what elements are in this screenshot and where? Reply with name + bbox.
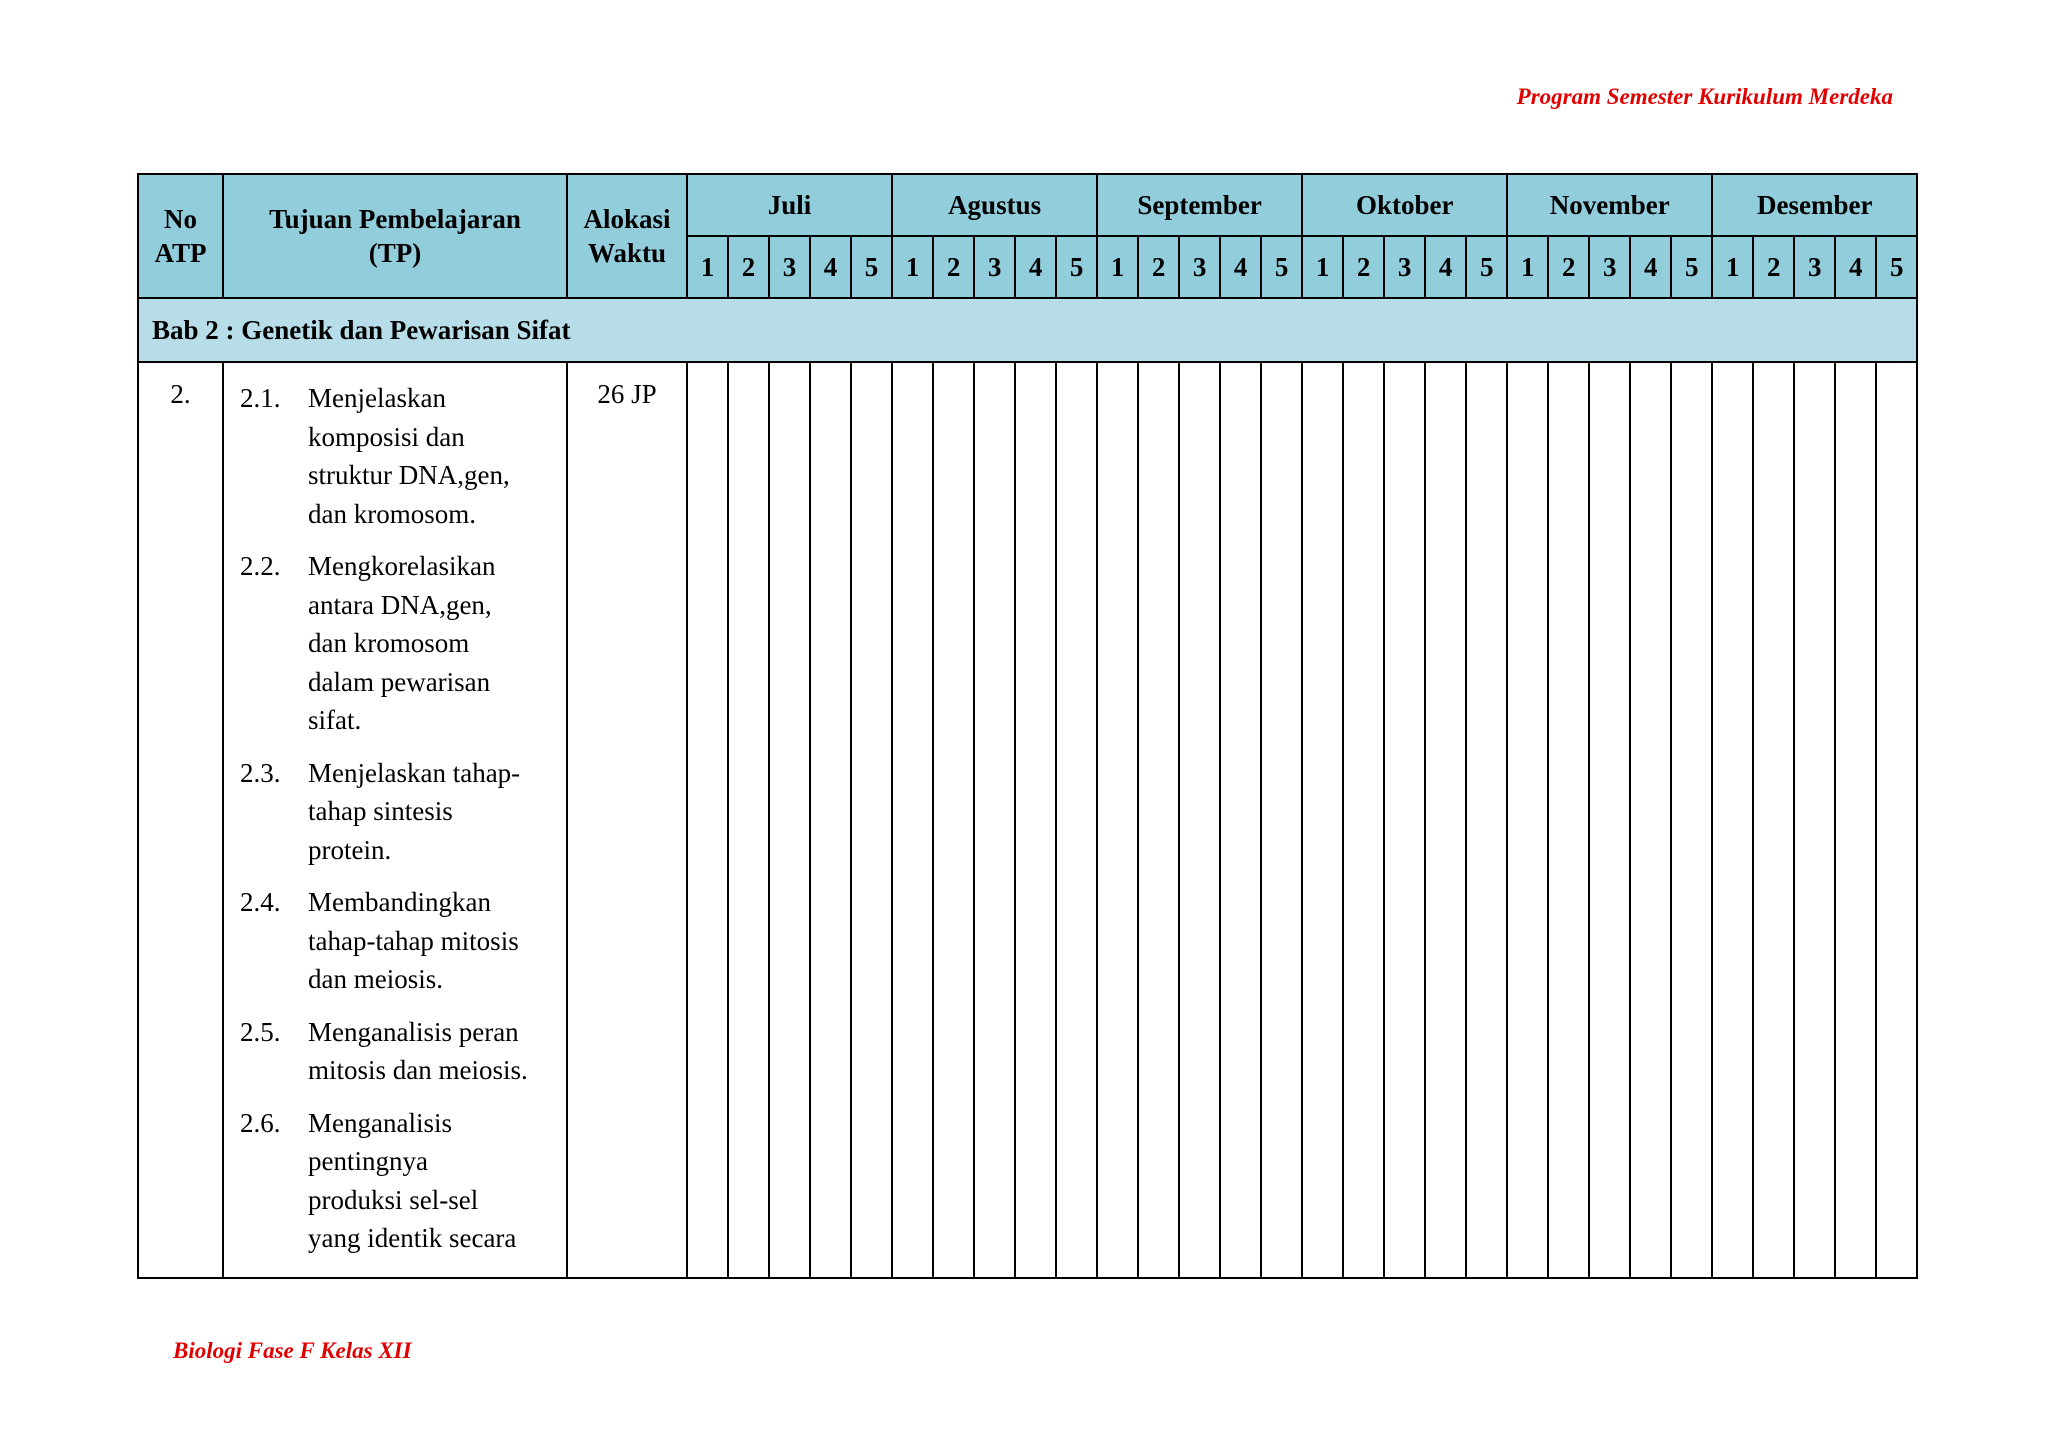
schedule-cell <box>1589 362 1630 1278</box>
tp-item-number: 2.3. <box>240 757 281 788</box>
schedule-cell <box>1712 362 1753 1278</box>
week-header: 5 <box>1466 236 1507 298</box>
tp-item <box>240 754 554 870</box>
schedule-cell <box>974 362 1015 1278</box>
month-header-juli: Juli <box>687 174 892 236</box>
week-header: 5 <box>851 236 892 298</box>
schedule-cell <box>1056 362 1097 1278</box>
tp-item <box>240 1104 554 1258</box>
week-header: 1 <box>687 236 728 298</box>
schedule-cell <box>933 362 974 1278</box>
col-header-atp: ATP <box>154 238 207 268</box>
col-header-alokasi-line2: Waktu <box>587 238 667 268</box>
schedule-cell <box>1425 362 1466 1278</box>
week-header: 4 <box>1220 236 1261 298</box>
month-header-desember: Desember <box>1712 174 1917 236</box>
tp-item <box>240 1013 554 1090</box>
schedule-cell <box>1015 362 1056 1278</box>
week-header: 1 <box>1712 236 1753 298</box>
col-header-alokasi-line1: Alokasi <box>583 204 671 234</box>
week-header: 1 <box>892 236 933 298</box>
week-header: 3 <box>974 236 1015 298</box>
schedule-cell <box>1671 362 1712 1278</box>
week-header: 5 <box>1876 236 1917 298</box>
schedule-cell <box>1384 362 1425 1278</box>
tp-item-text: Mengkorelasikan antara DNA,gen, dan kromosom dalam pewarisan sifat. <box>308 551 496 735</box>
footer-note: Biologi Fase F Kelas XII <box>173 1338 412 1363</box>
month-header-november: November <box>1507 174 1712 236</box>
tp-item-number: 2.5. <box>240 1016 281 1047</box>
schedule-cell <box>1794 362 1835 1278</box>
week-header: 2 <box>1548 236 1589 298</box>
schedule-cell <box>728 362 769 1278</box>
week-header: 2 <box>728 236 769 298</box>
week-header: 1 <box>1302 236 1343 298</box>
week-header: 3 <box>769 236 810 298</box>
atp-number: 2. <box>138 362 223 1278</box>
tp-item-number: 2.2. <box>240 551 281 581</box>
col-header-tp-line2: (TP) <box>368 238 422 268</box>
schedule-cell <box>1876 362 1917 1278</box>
schedule-cell <box>1507 362 1548 1278</box>
week-header: 4 <box>1015 236 1056 298</box>
week-header: 5 <box>1261 236 1302 298</box>
week-header: 5 <box>1056 236 1097 298</box>
schedule-cell <box>1138 362 1179 1278</box>
alokasi-waktu-value: 26 JP <box>567 362 687 1278</box>
schedule-cell <box>1097 362 1138 1278</box>
bab-title: Bab 2 : Genetik dan Pewarisan Sifat <box>138 298 1917 362</box>
col-header-alokasi-waktu <box>567 174 687 298</box>
week-header: 3 <box>1179 236 1220 298</box>
week-header: 3 <box>1589 236 1630 298</box>
week-header: 2 <box>933 236 974 298</box>
schedule-cell <box>810 362 851 1278</box>
tp-item-text: Membandingkan tahap-tahap mitosis dan meiosis. <box>308 887 519 994</box>
col-header-no-atp <box>138 174 223 298</box>
tp-item-text: Menganalisis pentingnya produksi sel-sel yang identik secara <box>308 1107 517 1253</box>
schedule-cell <box>1179 362 1220 1278</box>
tp-item-text: Menjelaskan tahap- tahap sintesis protein. <box>308 757 521 865</box>
week-header: 2 <box>1138 236 1179 298</box>
tp-item-number: 2.6. <box>240 1107 281 1138</box>
col-header-no: No <box>164 204 197 234</box>
col-header-tp-line1: Tujuan Pembelajaran <box>269 204 521 234</box>
month-header-oktober: Oktober <box>1302 174 1507 236</box>
week-header: 4 <box>1630 236 1671 298</box>
week-header: 4 <box>1425 236 1466 298</box>
month-header-agustus: Agustus <box>892 174 1097 236</box>
week-header: 1 <box>1507 236 1548 298</box>
tp-item-number: 2.4. <box>240 887 281 917</box>
program-semester-table <box>137 173 1918 1279</box>
week-header: 2 <box>1753 236 1794 298</box>
schedule-cell <box>1302 362 1343 1278</box>
schedule-cell <box>1548 362 1589 1278</box>
week-header: 2 <box>1343 236 1384 298</box>
schedule-cell <box>1753 362 1794 1278</box>
tp-item <box>240 883 554 999</box>
schedule-cell <box>1343 362 1384 1278</box>
schedule-cell <box>769 362 810 1278</box>
schedule-cell <box>892 362 933 1278</box>
tp-item-text: Menjelaskan komposisi dan struktur DNA,gen, dan kromosom. <box>308 383 510 529</box>
schedule-cell <box>1466 362 1507 1278</box>
week-header: 4 <box>1835 236 1876 298</box>
tp-item-number: 2.1. <box>240 383 281 413</box>
week-header: 5 <box>1671 236 1712 298</box>
week-header: 3 <box>1794 236 1835 298</box>
week-header: 4 <box>810 236 851 298</box>
schedule-cell <box>687 362 728 1278</box>
tp-item <box>240 379 554 533</box>
schedule-cell <box>1220 362 1261 1278</box>
col-header-tujuan-pembelajaran <box>223 174 567 298</box>
schedule-cell <box>851 362 892 1278</box>
tp-item <box>240 547 554 740</box>
header-note: Program Semester Kurikulum Merdeka <box>1516 84 1893 109</box>
tujuan-pembelajaran-list <box>223 362 567 1278</box>
schedule-cell <box>1630 362 1671 1278</box>
week-header: 1 <box>1097 236 1138 298</box>
schedule-cell <box>1261 362 1302 1278</box>
week-header: 3 <box>1384 236 1425 298</box>
schedule-cell <box>1835 362 1876 1278</box>
month-header-september: September <box>1097 174 1302 236</box>
tp-item-text: Menganalisis peran mitosis dan meiosis. <box>308 1016 528 1085</box>
